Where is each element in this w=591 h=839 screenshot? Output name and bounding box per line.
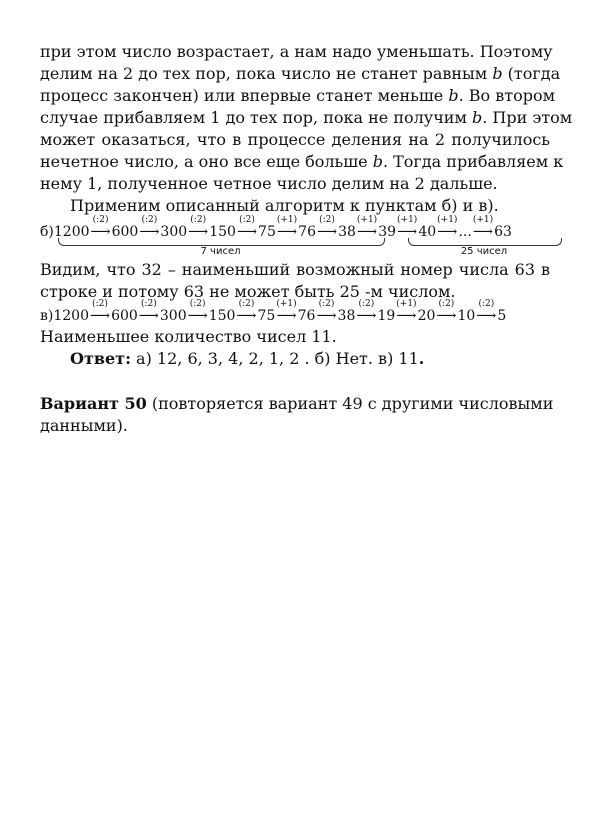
chain-value: 75 (257, 308, 276, 324)
chain-value: 63 (494, 224, 512, 240)
step-arrow (276, 299, 296, 323)
step-arrow (237, 215, 257, 239)
step-op: (:2) (319, 215, 335, 225)
arrow-icon: ⟶ (316, 308, 337, 324)
step-arrow (317, 215, 337, 239)
chain-value: 1200 (53, 308, 89, 324)
para3-line1: Видим, что 32 – наименьший возможный номер числа 63 в (40, 260, 550, 279)
arrow-icon: ⟶ (276, 308, 297, 324)
para4: Наименьшее количество чисел 11. (40, 327, 337, 346)
arrow-icon: ⟶ (396, 308, 417, 324)
chain-value: 40 (418, 224, 437, 240)
chain-value: 600 (111, 308, 138, 324)
brace-25 (408, 238, 562, 246)
answer-line: Ответ: а) 12, 6, 3, 4, 2, 1, 2 . б) Нет. в) 11. (70, 349, 425, 368)
para3-line2: строке и потому 63 не может быть 25 -м числом. (40, 282, 456, 301)
arrow-icon: ⟶ (89, 308, 111, 324)
arrow-icon: ⟶ (187, 308, 208, 324)
step-op: (:2) (478, 299, 495, 309)
arrow-icon: ⟶ (472, 224, 493, 240)
chain-value: 76 (298, 224, 316, 240)
para1-line2: делим на 2 до тех пор, пока число не станет равным b (тогда (40, 64, 561, 83)
step-op: (:2) (358, 299, 375, 309)
step-op: (+1) (276, 299, 297, 309)
brace-7 (58, 238, 385, 246)
step-arrow (90, 299, 110, 323)
arrow-icon: ⟶ (437, 224, 458, 240)
chain-value: 300 (160, 224, 188, 240)
step-arrow (188, 215, 208, 239)
step-arrow (277, 215, 297, 239)
arrow-icon: ⟶ (397, 224, 418, 240)
variant-title: Вариант 50 (40, 394, 147, 413)
chain-value: 76 (297, 308, 316, 324)
arrow-icon: ⟶ (476, 308, 497, 324)
step-op: (+1) (276, 215, 298, 225)
answer-label: Ответ: (70, 349, 131, 368)
step-op: (:2) (190, 215, 207, 225)
step-arrow (188, 299, 208, 323)
step-arrow (139, 299, 159, 323)
step-op: (+1) (437, 215, 458, 225)
chain-label: б) (40, 224, 54, 240)
chain-v (40, 299, 560, 325)
step-arrow (91, 215, 111, 239)
para1-line7: нему 1, полученное четное число делим на 2 дальше. (40, 174, 498, 193)
chain-label: в) (40, 308, 54, 324)
step-arrow (437, 215, 457, 239)
arrow-icon: ⟶ (236, 308, 257, 324)
brace-7-label: 7 чисел (200, 246, 241, 257)
para1-line1: при этом число возрастает, а нам надо уменьшать. Поэтому (40, 42, 553, 61)
step-arrow (236, 299, 256, 323)
arrow-icon: ⟶ (236, 224, 258, 240)
step-op: (:2) (140, 299, 157, 309)
para2: Применим описанный алгоритм к пунктам б) и в). (70, 196, 499, 215)
step-arrow (356, 299, 376, 323)
step-arrow (473, 215, 493, 239)
arrow-icon: ⟶ (188, 224, 209, 240)
arrow-icon: ⟶ (356, 308, 377, 324)
answer-text: а) 12, 6, 3, 4, 2, 1, 2 . б) Нет. в) 11 (130, 349, 419, 368)
chain-value: 19 (377, 308, 396, 324)
chain-value: 75 (258, 224, 276, 240)
step-arrow (397, 215, 417, 239)
arrow-icon: ⟶ (276, 224, 298, 240)
para1-line3: процесс закончен) или впервые станет меньше b. Во втором (40, 86, 556, 105)
step-op: (:2) (92, 299, 108, 309)
para1-line6: нечетное число, а оно все еще больше b. Тогда прибавляем к (40, 152, 564, 171)
step-arrow (436, 299, 456, 323)
arrow-icon: ⟶ (90, 224, 111, 240)
chain-value: 150 (208, 308, 236, 324)
step-op: (:2) (239, 215, 255, 225)
chain-value: 20 (417, 308, 436, 324)
step-op: (:2) (189, 299, 206, 309)
para1-line5: может оказаться, что в процессе деления на 2 получилось (40, 130, 550, 149)
step-op: (+1) (472, 215, 494, 225)
variant-line2: данными). (40, 416, 128, 435)
step-arrow (396, 299, 416, 323)
step-op: (:2) (318, 299, 335, 309)
step-op: (+1) (356, 215, 378, 225)
step-op: (+1) (397, 215, 418, 225)
chain-value: 38 (337, 308, 356, 324)
step-op: (:2) (238, 299, 255, 309)
chain-value: 10 (457, 308, 476, 324)
chain-value: 600 (111, 224, 139, 240)
chain-value: 38 (338, 224, 356, 240)
step-arrow (316, 299, 336, 323)
para1-line4: случае прибавляем 1 до тех пор, пока не получим b. При этом (40, 108, 573, 127)
arrow-icon: ⟶ (357, 224, 378, 240)
step-op: (+1) (396, 299, 417, 309)
chain-value: ... (458, 224, 472, 240)
step-op: (:2) (438, 299, 455, 309)
chain-value: 300 (159, 308, 187, 324)
variant-line1: Вариант 50 (повторяется вариант 49 с другими числовыми (40, 394, 554, 413)
arrow-icon: ⟶ (317, 224, 338, 240)
step-arrow (139, 215, 159, 239)
step-op: (:2) (141, 215, 158, 225)
chain-value: 39 (378, 224, 397, 240)
step-arrow (476, 299, 496, 323)
chain-value: 5 (497, 308, 507, 324)
chain-value: 150 (209, 224, 236, 240)
step-arrow (357, 215, 377, 239)
step-op: (:2) (92, 215, 109, 225)
arrow-icon: ⟶ (139, 224, 160, 240)
arrow-icon: ⟶ (138, 308, 159, 324)
chain-value: 1200 (53, 224, 90, 240)
arrow-icon: ⟶ (436, 308, 457, 324)
brace-25-label: 25 чисел (460, 246, 508, 257)
